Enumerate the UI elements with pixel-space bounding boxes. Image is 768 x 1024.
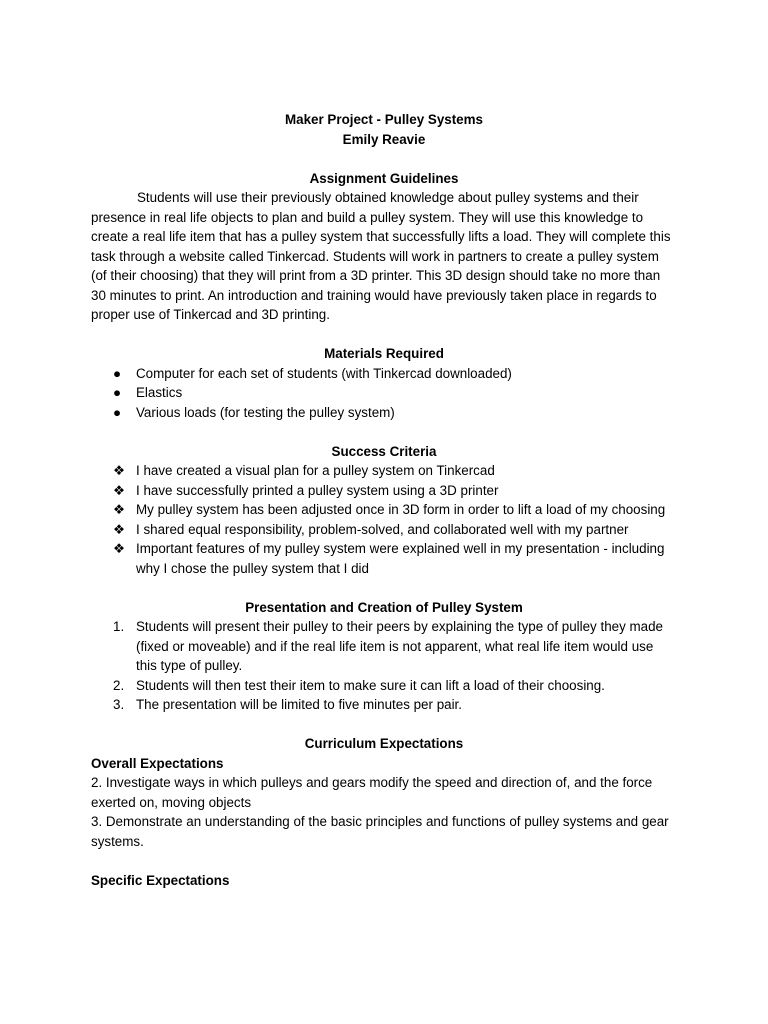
list-item-text: The presentation will be limited to five minutes per pair. xyxy=(136,697,462,712)
list-item xyxy=(91,695,677,715)
list-item xyxy=(91,481,677,501)
list-item-text: Various loads (for testing the pulley system) xyxy=(136,404,395,420)
diamond-bullet-icon: ❖ xyxy=(113,482,126,498)
spacer xyxy=(91,851,677,871)
overall-expectation-item: 3. Demonstrate an understanding of the basic principles and functions of pulley systems and gear systems. xyxy=(91,814,669,849)
list-item xyxy=(91,520,677,540)
list-item-text: Computer for each set of students (with Tinkercad downloaded) xyxy=(136,365,512,381)
list-item-text: Students will then test their item to make sure it can lift a load of their choosing. xyxy=(136,677,605,693)
list-item xyxy=(91,539,677,578)
bullet-icon: ● xyxy=(113,365,122,381)
document-page xyxy=(91,110,677,890)
list-item-text: Important features of my pulley system were explained well in my presentation - including why I chose the pulley system that I did xyxy=(136,541,665,576)
specific-expectations-heading: Specific Expectations xyxy=(91,872,230,888)
list-item-text: I shared equal responsibility, problem-solved, and collaborated well with my partner xyxy=(136,521,629,537)
list-item xyxy=(91,500,677,520)
bullet-icon: ● xyxy=(113,385,122,400)
spacer xyxy=(91,715,677,735)
overall-expectation-item: 2. Investigate ways in which pulleys and gears modify the speed and direction of, and the force exerted on, moving objects xyxy=(91,775,653,810)
list-item xyxy=(91,461,677,481)
spacer xyxy=(91,578,677,598)
list-item xyxy=(91,364,677,384)
presentation-list xyxy=(91,617,677,715)
list-number: 1. xyxy=(113,619,125,634)
document-title: Maker Project - Pulley Systems xyxy=(285,112,483,127)
spacer xyxy=(91,325,677,345)
list-item xyxy=(91,383,677,403)
success-heading: Success Criteria xyxy=(331,443,437,459)
list-item-text: Students will present their pulley to their peers by explaining the type of pulley they made (fixed or moveable) and if the real life item is not apparent, what real life item would use this type of pulley. xyxy=(136,619,664,673)
curriculum-heading: Curriculum Expectations xyxy=(304,736,464,751)
list-item xyxy=(91,403,677,423)
list-item-text: I have created a visual plan for a pulley system on Tinkercad xyxy=(136,463,495,478)
diamond-bullet-icon: ❖ xyxy=(113,541,126,556)
assignment-heading: Assignment Guidelines xyxy=(309,170,459,186)
list-item xyxy=(91,676,677,696)
overall-expectations-heading: Overall Expectations xyxy=(91,755,224,771)
list-item-text: I have successfully printed a pulley system using a 3D printer xyxy=(136,482,499,498)
spacer xyxy=(91,149,677,169)
list-item-text: My pulley system has been adjusted once in 3D form in order to lift a load of my choosing xyxy=(136,502,666,517)
list-item-text: Elastics xyxy=(136,385,183,400)
materials-heading: Materials Required xyxy=(324,346,444,361)
list-number: 3. xyxy=(113,697,125,712)
list-number: 2. xyxy=(113,677,125,693)
document-author: Emily Reavie xyxy=(342,131,426,147)
spacer xyxy=(91,422,677,442)
materials-list xyxy=(91,364,677,423)
list-item xyxy=(91,617,677,676)
assignment-paragraph: Students will use their previously obtained knowledge about pulley systems and their presence in real life objects to plan and build a pulley system. They will use this knowledge to create a real life item that has a pulley system that successfully lifts a load. They will complete this task through a website called Tinkercad. Students will work in partners to create a pulley system (of their choosing) that they will print from a 3D printer. This 3D design should take no more than 30 minutes to print. An introduction and training would have previously taken place in regards to proper use of Tinkercad and 3D printing. xyxy=(91,190,671,322)
success-criteria-list xyxy=(91,461,677,578)
diamond-bullet-icon: ❖ xyxy=(113,502,126,517)
diamond-bullet-icon: ❖ xyxy=(113,463,126,478)
diamond-bullet-icon: ❖ xyxy=(113,521,126,537)
bullet-icon: ● xyxy=(113,404,122,420)
presentation-heading: Presentation and Creation of Pulley System xyxy=(245,599,523,615)
